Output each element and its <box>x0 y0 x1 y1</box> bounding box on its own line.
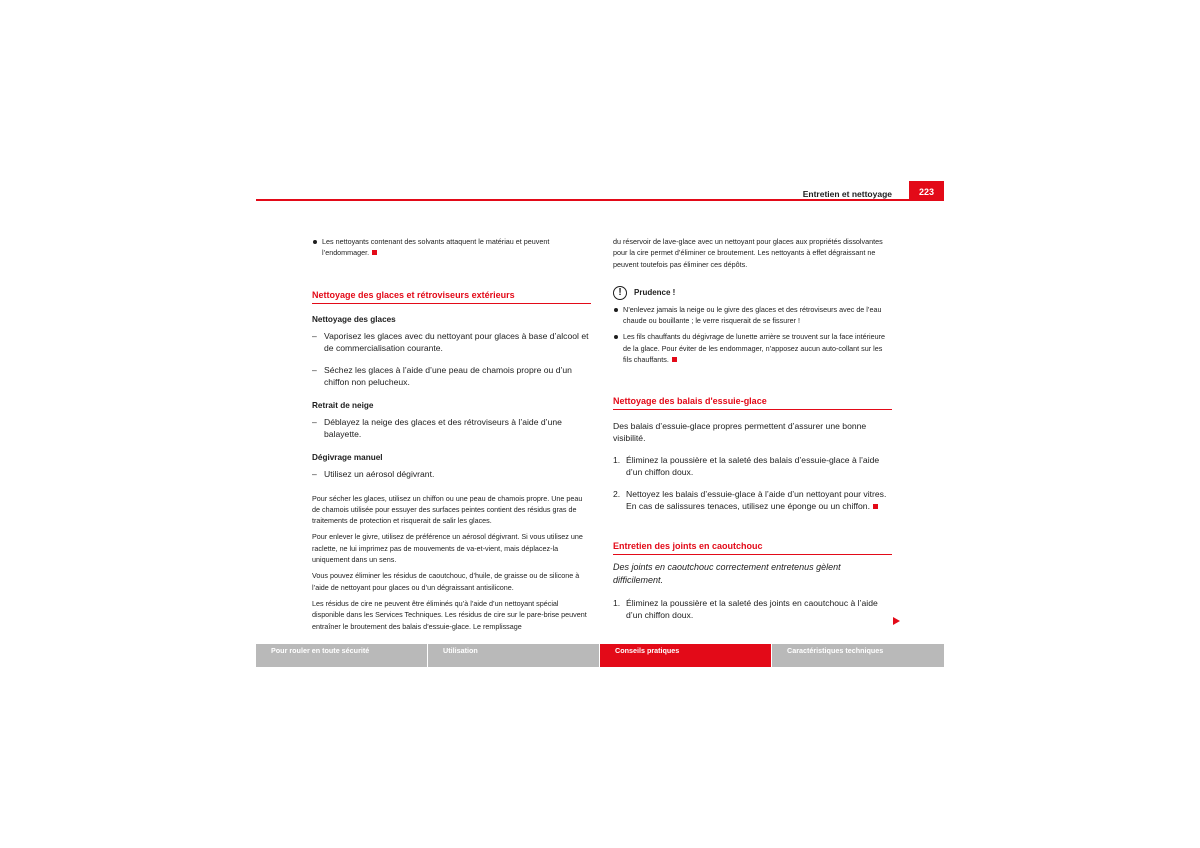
subheading: Dégivrage manuel <box>312 452 383 462</box>
step-text: Éliminez la poussière et la saleté des joints en caoutchouc à l’aide d’un chiffon doux. <box>626 598 878 621</box>
footer-tab-utilisation: Utilisation <box>428 644 599 667</box>
step-text: Nettoyez les balais d’essuie-glace à l’aide d’un nettoyant pour vitres. En cas de salissures tenaces, utilisez une éponge ou un chiffon. <box>626 489 887 512</box>
paragraph: Pour enlever le givre, utilisez de préférence un aérosol dégivrant. Si vous utilisez une raclette, ne lui imprimez pas de mouvements de va-et-vient, mais déplacez-la uniquement dans un sens. <box>312 532 583 565</box>
footer-tab-securite: Pour rouler en toute sécurité <box>256 644 427 667</box>
right-column <box>613 236 892 631</box>
subheading: Retrait de neige <box>312 400 374 410</box>
list-item-text: Utilisez un aérosol dégivrant. <box>324 468 435 479</box>
warning-item <box>613 304 892 327</box>
section-heading: Nettoyage des glaces et rétroviseurs extérieurs <box>312 289 591 304</box>
footer-tab-conseils: Conseils pratiques <box>600 644 771 667</box>
intro-bullet-text: Les nettoyants contenant des solvants attaquent le matériau et peuvent l’endommager. <box>322 237 550 258</box>
bullet-icon <box>614 308 618 312</box>
end-marker-icon <box>873 504 878 509</box>
bullet-icon <box>614 335 618 339</box>
list-item: – Séchez les glaces à l’aide d’une peau de chamois propre ou d’un chiffon non pelucheux. <box>312 364 591 388</box>
paragraph: Vous pouvez éliminer les résidus de caoutchouc, d’huile, de graisse ou de silicone à l’aide de nettoyant pour glaces ou d’un dégraissant antisilicone. <box>312 571 580 592</box>
warning-item <box>613 331 892 365</box>
list-item: – Utilisez un aérosol dégivrant. <box>312 468 435 479</box>
page-number: 223 <box>909 181 944 201</box>
step-number: 2. <box>613 489 621 500</box>
header-rule <box>256 199 944 201</box>
intro-bullet <box>312 236 591 259</box>
step-item <box>613 488 892 512</box>
footer-tab-caracteristiques: Caractéristiques techniques <box>772 644 944 667</box>
warning-header <box>613 286 892 300</box>
list-item-text: Séchez les glaces à l’aide d’une peau de chamois propre ou d’un chiffon non pelucheux. <box>324 364 572 387</box>
paragraph: Des balais d’essuie-glace propres permettent d’assurer une bonne visibilité. <box>613 421 867 444</box>
chapter-title: Entretien et nettoyage <box>802 189 892 199</box>
section-heading: Entretien des joints en caoutchouc <box>613 540 892 555</box>
step-item <box>613 597 892 621</box>
next-page-arrow-icon <box>893 617 900 625</box>
list-item: – Déblayez la neige des glaces et des rétroviseurs à l’aide d’une balayette. <box>312 416 591 440</box>
step-text: Éliminez la poussière et la saleté des balais d’essuie-glace à l’aide d’un chiffon doux. <box>626 455 880 478</box>
italic-intro: Des joints en caoutchouc correctement entretenus gèlent difficilement. <box>613 562 841 586</box>
end-marker-icon <box>672 357 677 362</box>
bullet-icon <box>313 240 317 244</box>
warning-icon: ! <box>613 286 627 300</box>
step-number: 1. <box>613 455 621 466</box>
section-heading: Nettoyage des balais d'essuie-glace <box>613 395 892 410</box>
left-column <box>312 236 591 637</box>
warning-title: Prudence ! <box>634 287 676 297</box>
list-item: – Vaporisez les glaces avec du nettoyant pour glaces à base d’alcool et de commercialisation courante. <box>312 330 591 354</box>
step-number: 1. <box>613 598 621 609</box>
warning-item-text: N’enlevez jamais la neige ou le givre des glaces et des rétroviseurs avec de l’eau chaude ou bouillante ; le verre risquerait de se fissurer ! <box>623 304 882 326</box>
continuation-paragraph: du réservoir de lave-glace avec un nettoyant pour glaces aux propriétés dissolvantes pour la cire permet d’éliminer ce broutement. Les nettoyants à effet dégraissant ne peuvent toutefois pas éliminer ces dépôts. <box>613 237 883 269</box>
paragraph: Pour sécher les glaces, utilisez un chiffon ou une peau de chamois propre. Une peau de chamois utilisée pour essuyer des surfaces peintes contient des résidus gras de traitements de protection et risquerait de salir les glaces. <box>312 493 583 526</box>
list-item-text: Déblayez la neige des glaces et des rétroviseurs à l’aide d’une balayette. <box>324 416 562 439</box>
paragraph: Les résidus de cire ne peuvent être éliminés qu’à l’aide d’un nettoyant spécial disponible dans les Services Techniques. Les résidus de cire sur le pare-brise peuvent entraîner le broutement des balais d’essuie-glace. Le remplissage <box>312 598 587 631</box>
subheading: Nettoyage des glaces <box>312 314 396 324</box>
list-item-text: Vaporisez les glaces avec du nettoyant pour glaces à base d’alcool et de commercialisation courante. <box>324 330 589 353</box>
step-item <box>613 454 892 478</box>
end-marker-icon <box>372 250 377 255</box>
warning-item-text: Les fils chauffants du dégivrage de lunette arrière se trouvent sur la face intérieure de la glace. Pour éviter de les endommager, n’apposez aucun auto-collant sur les fils chauffants. <box>623 332 885 365</box>
